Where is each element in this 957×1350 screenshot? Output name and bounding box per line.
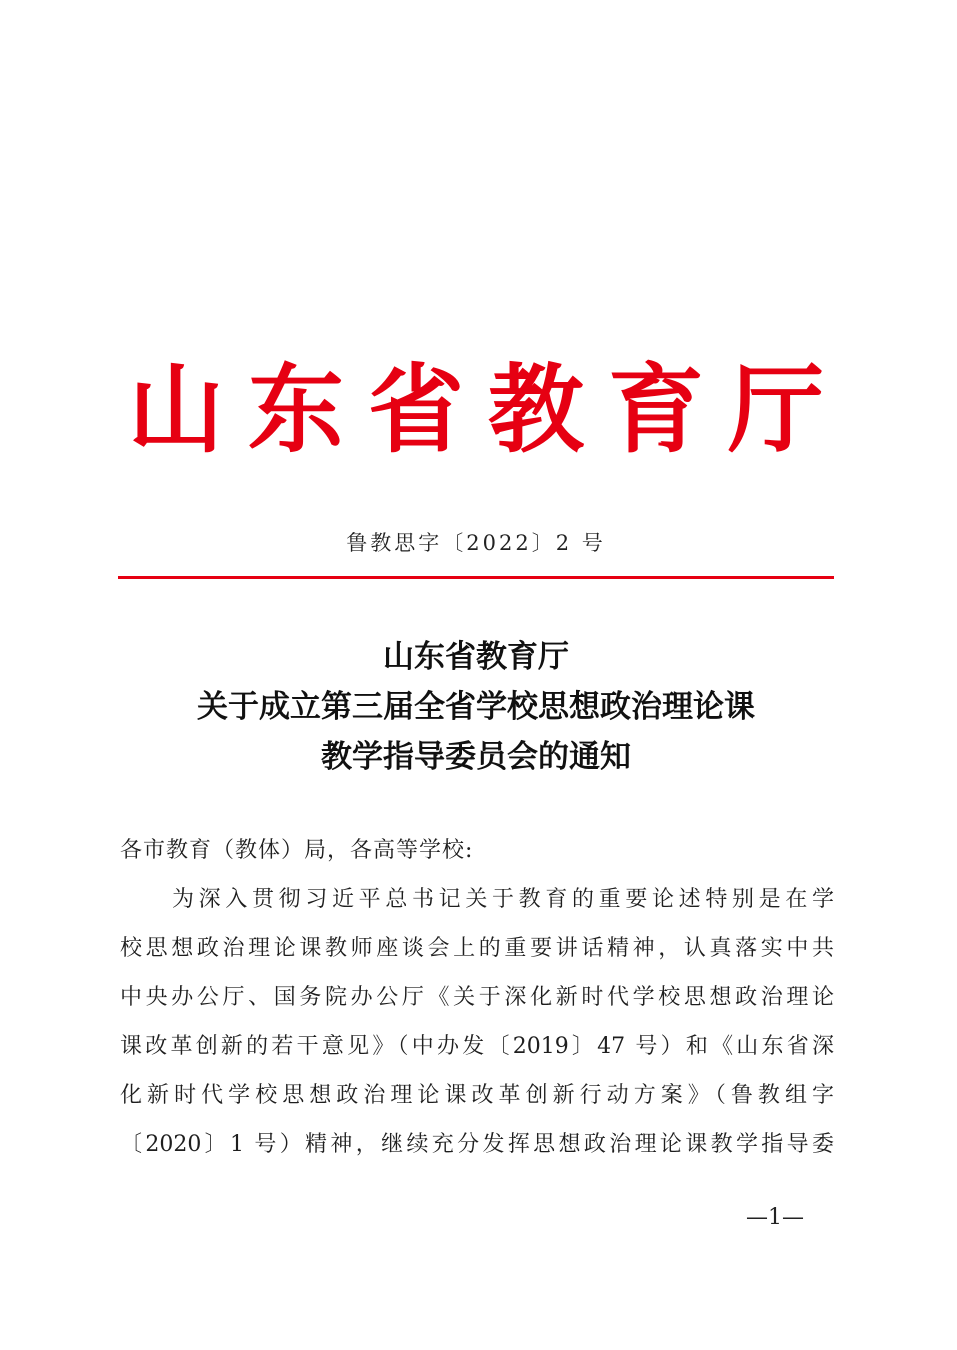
masthead-char: 省 <box>368 353 464 466</box>
title-line-2: 关于成立第三届全省学校思想政治理论课 <box>197 689 755 725</box>
masthead-char: 教 <box>488 353 584 466</box>
body-line: 课改革创新的若干意见》（中办发〔2019〕47 号）和《山东省深 <box>120 1034 834 1059</box>
salutation: 各市教育（教体）局，各高等学校: <box>120 838 474 863</box>
title-line-3: 教学指导委员会的通知 <box>321 739 631 775</box>
masthead-char: 育 <box>608 353 704 466</box>
masthead-char: 东 <box>248 353 344 466</box>
masthead-char: 厅 <box>728 353 824 466</box>
masthead <box>118 350 834 470</box>
body-line: 为深入贯彻习近平总书记关于教育的重要论述特别是在学 <box>172 887 834 912</box>
document-title <box>118 632 834 782</box>
page-number: —1— <box>746 1205 804 1230</box>
masthead-char: 山 <box>128 353 224 466</box>
document-body <box>120 826 834 1169</box>
body-line: 化新时代学校思想政治理论课改革创新行动方案》（鲁教组字 <box>120 1083 834 1108</box>
document-number: 鲁教思字〔2022〕2 号 <box>346 531 606 555</box>
title-line-1: 山东省教育厅 <box>383 639 569 675</box>
body-line: 〔2020〕1 号）精神，继续充分发挥思想政治理论课教学指导委 <box>120 1132 834 1157</box>
red-divider-line <box>118 576 834 579</box>
body-line: 中央办公厅、国务院办公厅《关于深化新时代学校思想政治理论 <box>120 985 834 1010</box>
body-line: 校思想政治理论课教师座谈会上的重要讲话精神，认真落实中共 <box>120 936 834 961</box>
